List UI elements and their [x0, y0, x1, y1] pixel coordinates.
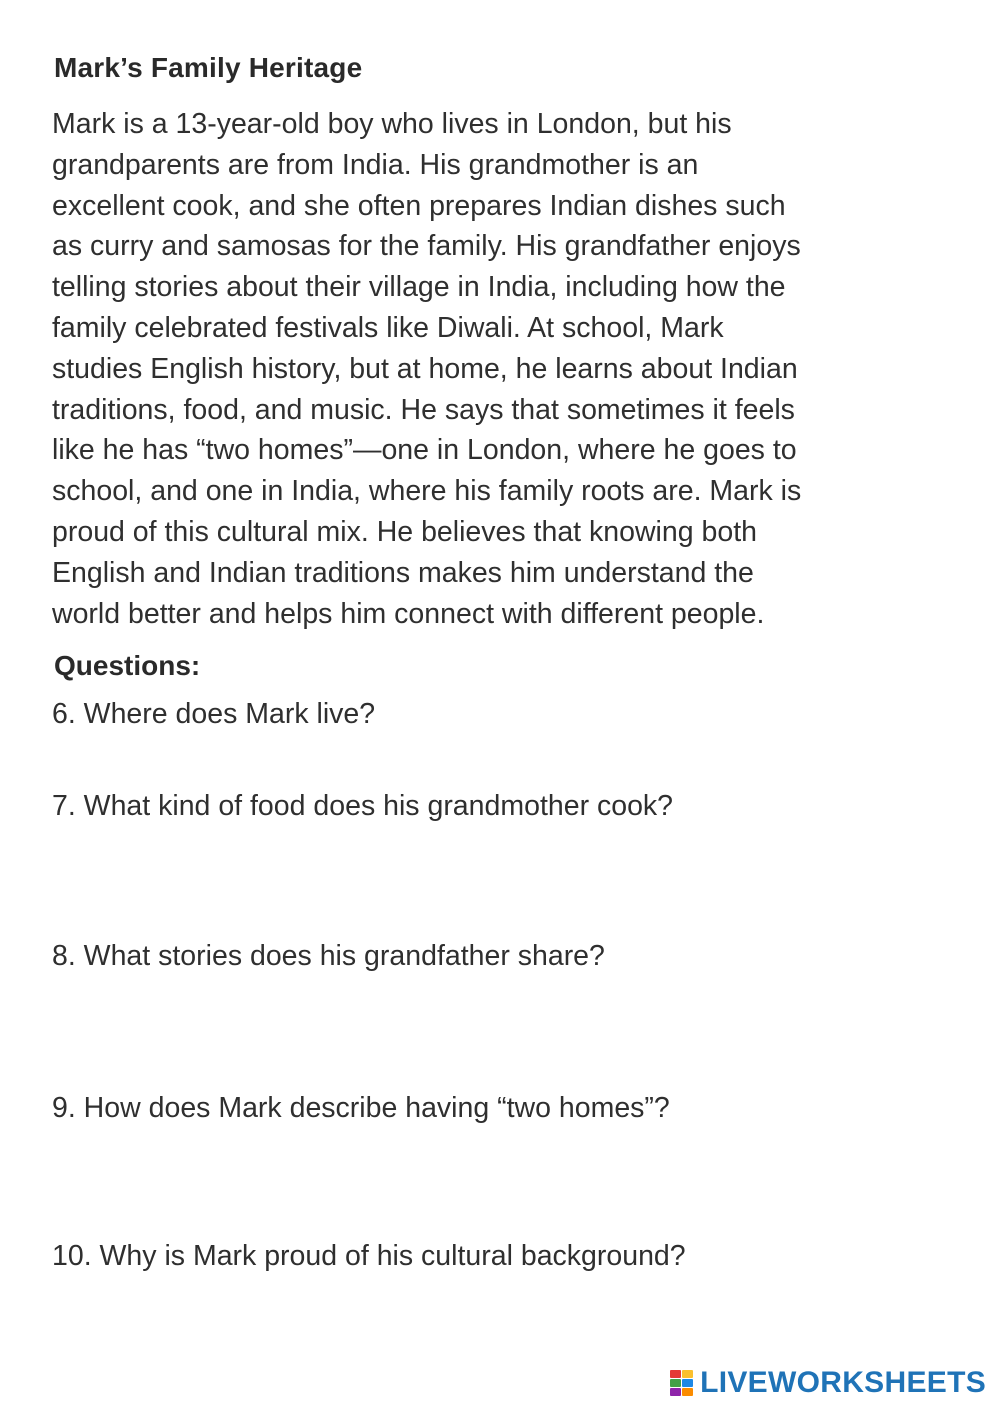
passage-line: excellent cook, and she often prepares Indian dishes such: [52, 189, 786, 222]
passage-line: Mark is a 13-year-old boy who lives in London, but his: [52, 108, 732, 140]
passage-line: English and Indian traditions makes him understand the: [52, 556, 754, 589]
reading-passage: [52, 104, 952, 634]
question-6: 6. Where does Mark live?: [52, 698, 376, 730]
passage-line: studies English history, but at home, he learns about Indian: [52, 352, 798, 385]
passage-line: like he has “two homes”—one in London, where he goes to: [52, 434, 797, 467]
question-7: 7. What kind of food does his grandmother cook?: [52, 790, 674, 822]
passage-line: world better and helps him connect with different people.: [52, 597, 765, 630]
passage-line: family celebrated festivals like Diwali. At school, Mark: [52, 311, 724, 344]
passage-title: Mark’s Family Heritage: [54, 52, 363, 83]
logo-cell: [670, 1370, 681, 1378]
passage-line: telling stories about their village in India, including how the: [52, 271, 786, 304]
logo-cell: [682, 1388, 693, 1396]
passage-line: traditions, food, and music. He says that sometimes it feels: [52, 393, 795, 426]
liveworksheets-brand[interactable]: [670, 1366, 986, 1400]
logo-cell: [682, 1370, 693, 1378]
liveworksheets-logo-icon: [670, 1370, 694, 1396]
passage-line: as curry and samosas for the family. His grandfather enjoys: [52, 230, 801, 263]
question-9: 9. How does Mark describe having “two homes”?: [52, 1092, 670, 1124]
question-8: 8. What stories does his grandfather share?: [52, 940, 605, 972]
brand-name: LIVEWORKSHEETS: [700, 1366, 986, 1399]
logo-cell: [670, 1379, 681, 1387]
questions-heading: Questions:: [54, 650, 201, 681]
passage-line: school, and one in India, where his family roots are. Mark is: [52, 475, 802, 508]
question-10: 10. Why is Mark proud of his cultural background?: [52, 1240, 686, 1272]
passage-line: grandparents are from India. His grandmother is an: [52, 148, 699, 181]
logo-cell: [682, 1379, 693, 1387]
logo-cell: [670, 1388, 681, 1396]
passage-line: proud of this cultural mix. He believes that knowing both: [52, 515, 757, 548]
